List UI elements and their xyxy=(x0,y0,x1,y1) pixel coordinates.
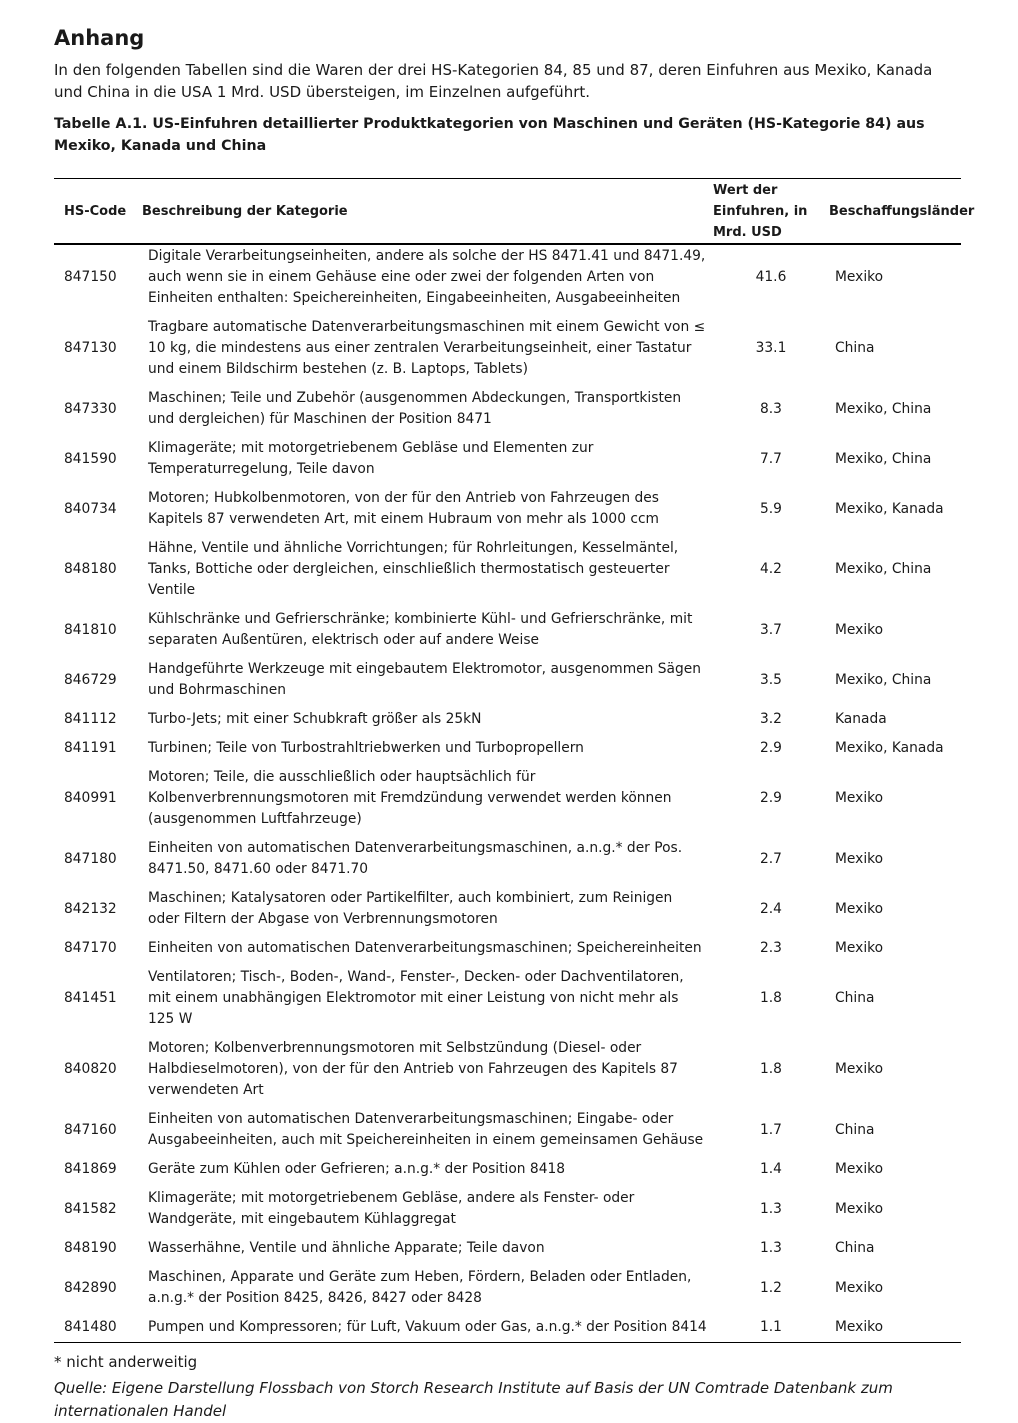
hs-code-cell: 840991 xyxy=(64,790,117,806)
value-cell: 3.2 xyxy=(760,711,782,727)
value-cell: 8.3 xyxy=(760,400,782,417)
imports-table xyxy=(54,178,975,1343)
value-cell: 2.7 xyxy=(760,850,782,867)
table-row xyxy=(54,934,961,963)
table-row xyxy=(54,655,961,705)
value-cell: 2.9 xyxy=(760,740,782,756)
table-row xyxy=(54,763,961,834)
countries-cell: China xyxy=(835,990,875,1006)
countries-cell: Mexiko xyxy=(835,940,884,956)
table-row xyxy=(54,1184,961,1234)
hs-code-cell: 841112 xyxy=(64,711,117,727)
description-cell: Einheiten von automatischen Datenverarbeitungsmaschinen; Speichereinheiten xyxy=(148,940,702,956)
countries-cell: Mexiko xyxy=(835,1161,884,1177)
countries-cell: Mexiko xyxy=(835,1061,884,1077)
countries-cell: Mexiko xyxy=(835,900,884,917)
table-row xyxy=(54,1263,961,1313)
description-cell: Maschinen; Teile und Zubehör (ausgenommen Abdeckungen, Transportkisten und dergleichen) für Maschinen der Position 8471 xyxy=(148,390,682,427)
countries-cell: Mexiko xyxy=(835,850,884,867)
hs-code-cell: 847180 xyxy=(64,850,117,867)
hs-code-cell: 848190 xyxy=(64,1240,117,1256)
description-cell: Motoren; Hubkolbenmotoren, von der für den Antrieb von Fahrzeugen des Kapitels 87 verwendeten Art, mit einem Hubraum von mehr als 1000 ccm xyxy=(148,490,659,527)
table-row xyxy=(54,313,961,384)
description-cell: Pumpen und Kompressoren; für Luft, Vakuum oder Gas, a.n.g.* der Position 8414 xyxy=(148,1319,707,1335)
description-cell: Digitale Verarbeitungseinheiten, andere als solche der HS 8471.41 und 8471.49, auch wenn sie in einem Gehäuse eine oder zwei der folgenden Arten von Einheiten enthalten: Speichereinheiten, Eingabeeinheiten, Ausgabeeinheiten xyxy=(148,248,706,306)
intro-paragraph: In den folgenden Tabellen sind die Waren der drei HS-Kategorien 84, 85 und 87, deren Einfuhren aus Mexiko, Kanada und China in die USA 1 Mrd. USD übersteigen, im Einzelnen aufgeführt. xyxy=(54,61,933,101)
description-cell: Handgeführte Werkzeuge mit eingebautem Elektromotor, ausgenommen Sägen und Bohrmaschinen xyxy=(148,661,701,698)
hs-code-cell: 841451 xyxy=(64,990,117,1006)
table-row xyxy=(54,705,961,734)
table-row xyxy=(54,534,961,605)
countries-cell: Mexiko, China xyxy=(835,671,932,688)
description-cell: Maschinen; Katalysatoren oder Partikelfilter, auch kombiniert, zum Reinigen oder Filtern der Abgase von Verbrennungsmotoren xyxy=(148,890,673,927)
description-cell: Turbinen; Teile von Turbostrahltriebwerken und Turbopropellern xyxy=(148,740,584,756)
countries-cell: China xyxy=(835,340,875,356)
table-row xyxy=(54,734,961,763)
hs-code-cell: 847130 xyxy=(64,340,117,356)
table-row xyxy=(54,1155,961,1184)
table-header xyxy=(54,179,975,245)
table-row xyxy=(54,384,961,434)
countries-cell: Kanada xyxy=(835,711,887,727)
table-row xyxy=(54,1234,961,1263)
value-cell: 1.3 xyxy=(760,1200,782,1217)
value-cell: 1.8 xyxy=(760,1061,782,1077)
table-row xyxy=(54,605,961,655)
value-cell: 1.7 xyxy=(760,1121,782,1138)
hs-code-cell: 841480 xyxy=(64,1319,117,1335)
hs-code-cell: 841582 xyxy=(64,1200,117,1217)
countries-cell: Mexiko, Kanada xyxy=(835,500,944,517)
countries-cell: Mexiko xyxy=(835,1279,884,1296)
hs-code-cell: 841869 xyxy=(64,1161,117,1177)
table-row xyxy=(54,884,961,934)
description-cell: Hähne, Ventile und ähnliche Vorrichtungen; für Rohrleitungen, Kesselmäntel, Tanks, Bottiche oder dergleichen, einschließlich thermostatisch gesteuerter Ventile xyxy=(148,540,679,598)
hs-code-cell: 847330 xyxy=(64,400,117,417)
table-row xyxy=(54,484,961,534)
value-cell: 2.4 xyxy=(760,900,782,917)
table-row xyxy=(54,434,961,484)
header-value: Wert der Einfuhren, in Mrd. USD xyxy=(711,179,825,245)
hs-code-cell: 847170 xyxy=(64,940,117,956)
description-cell: Maschinen, Apparate und Geräte zum Heben, Fördern, Beladen oder Entladen, a.n.g.* der Position 8425, 8426, 8427 oder 8428 xyxy=(148,1269,692,1306)
value-cell: 33.1 xyxy=(755,340,787,356)
description-cell: Motoren; Kolbenverbrennungsmotoren mit Selbstzündung (Diesel- oder Halbdieselmotoren), von der für den Antrieb von Fahrzeugen des Kapitels 87 verwendeten Art xyxy=(148,1040,678,1098)
table-row xyxy=(54,1105,961,1155)
hs-code-cell: 840820 xyxy=(64,1061,117,1077)
description-cell: Ventilatoren; Tisch-, Boden-, Wand-, Fenster-, Decken- oder Dachventilatoren, mit einem unabhängigen Elektromotor mit einer Leistung von nicht mehr als 125 W xyxy=(148,969,684,1027)
footnote: * nicht anderweitig xyxy=(54,1353,198,1371)
header-hs-code: HS-Code xyxy=(54,179,138,245)
countries-cell: China xyxy=(835,1240,875,1256)
hs-code-cell: 842890 xyxy=(64,1279,117,1296)
value-cell: 5.9 xyxy=(760,500,782,517)
value-cell: 3.7 xyxy=(760,621,782,638)
value-cell: 41.6 xyxy=(755,269,787,285)
source-note: Quelle: Eigene Darstellung Flossbach von Storch Research Institute auf Basis der UN Comtrade Datenbank zum internationalen Handel xyxy=(54,1379,893,1420)
value-cell: 2.3 xyxy=(760,940,782,956)
value-cell: 3.5 xyxy=(760,671,782,688)
countries-cell: Mexiko xyxy=(835,790,884,806)
table-row xyxy=(54,1034,961,1105)
table-row xyxy=(54,963,961,1034)
hs-code-cell: 841810 xyxy=(64,621,117,638)
table-body xyxy=(54,244,961,1343)
header-row xyxy=(54,179,961,245)
table-row xyxy=(54,244,961,313)
description-cell: Einheiten von automatischen Datenverarbeitungsmaschinen, a.n.g.* der Pos. 8471.50, 8471.60 oder 8471.70 xyxy=(148,840,683,877)
description-cell: Motoren; Teile, die ausschließlich oder hauptsächlich für Kolbenverbrennungsmotoren mit Fremdzündung verwendet werden können (ausgenommen Luftfahrzeuge) xyxy=(148,769,672,827)
description-cell: Kühlschränke und Gefrierschränke; kombinierte Kühl- und Gefrierschränke, mit separaten Außentüren, elektrisch oder auf andere Weise xyxy=(148,611,693,648)
hs-code-cell: 841590 xyxy=(64,450,117,467)
hs-code-cell: 841191 xyxy=(64,740,117,756)
hs-code-cell: 847150 xyxy=(64,269,117,285)
description-cell: Klimageräte; mit motorgetriebenem Gebläse und Elementen zur Temperaturregelung, Teile davon xyxy=(148,440,594,477)
description-cell: Klimageräte; mit motorgetriebenem Gebläse, andere als Fenster- oder Wandgeräte, mit eingebautem Kühlaggregat xyxy=(148,1190,635,1227)
hs-code-cell: 842132 xyxy=(64,900,117,917)
header-description: Beschreibung der Kategorie xyxy=(138,179,711,245)
table-row xyxy=(54,1313,961,1343)
description-cell: Tragbare automatische Datenverarbeitungsmaschinen mit einem Gewicht von ≤ 10 kg, die mindestens aus einer zentralen Verarbeitungseinheit, einer Tastatur und einem Bildschirm bestehen (z. B. Laptops, Tablets) xyxy=(148,319,706,377)
table-row xyxy=(54,834,961,884)
description-cell: Wasserhähne, Ventile und ähnliche Apparate; Teile davon xyxy=(148,1240,545,1256)
countries-cell: Mexiko xyxy=(835,621,884,638)
countries-cell: Mexiko xyxy=(835,269,884,285)
value-cell: 1.4 xyxy=(760,1161,782,1177)
countries-cell: Mexiko, China xyxy=(835,400,932,417)
value-cell: 1.1 xyxy=(760,1319,782,1335)
hs-code-cell: 847160 xyxy=(64,1121,117,1138)
countries-cell: Mexiko, Kanada xyxy=(835,740,944,756)
countries-cell: Mexiko, China xyxy=(835,450,932,467)
description-cell: Einheiten von automatischen Datenverarbeitungsmaschinen; Eingabe- oder Ausgabeeinheiten, auch mit Speichereinheiten in einem gemeinsamen Gehäuse xyxy=(148,1111,704,1148)
table-caption: Tabelle A.1. US-Einfuhren detaillierter Produktkategorien von Maschinen und Geräten (HS-Kategorie 84) aus Mexiko, Kanada und China xyxy=(54,116,925,154)
value-cell: 1.3 xyxy=(760,1240,782,1256)
countries-cell: Mexiko xyxy=(835,1319,884,1335)
value-cell: 1.8 xyxy=(760,990,782,1006)
countries-cell: China xyxy=(835,1121,875,1138)
value-cell: 2.9 xyxy=(760,790,782,806)
countries-cell: Mexiko xyxy=(835,1200,884,1217)
description-cell: Geräte zum Kühlen oder Gefrieren; a.n.g.* der Position 8418 xyxy=(148,1161,566,1177)
header-countries: Beschaffungsländer xyxy=(825,179,961,245)
value-cell: 7.7 xyxy=(760,450,782,467)
value-cell: 4.2 xyxy=(760,561,782,577)
hs-code-cell: 846729 xyxy=(64,671,117,688)
countries-cell: Mexiko, China xyxy=(835,561,932,577)
hs-code-cell: 840734 xyxy=(64,500,117,517)
value-cell: 1.2 xyxy=(760,1279,782,1296)
description-cell: Turbo-Jets; mit einer Schubkraft größer als 25kN xyxy=(148,711,482,727)
hs-code-cell: 848180 xyxy=(64,561,117,577)
section-heading: Anhang xyxy=(54,26,145,50)
